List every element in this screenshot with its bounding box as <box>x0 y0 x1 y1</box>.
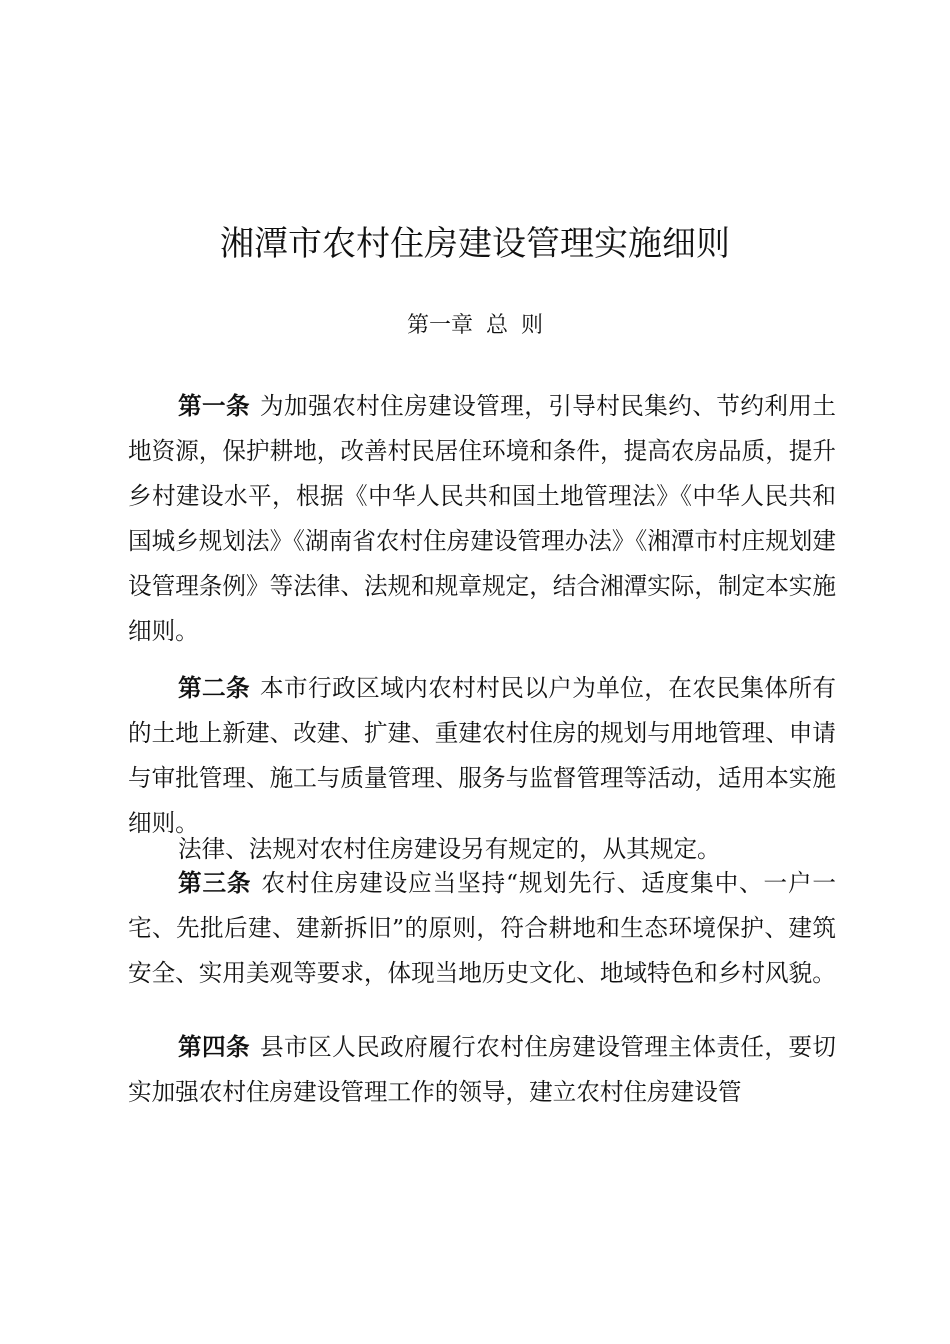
article-4-paragraph <box>128 1025 836 1115</box>
chapter-heading: 第一章 总 则 <box>407 313 543 338</box>
article-1 <box>128 384 836 654</box>
article-2 <box>128 666 836 846</box>
article-2-paragraph <box>128 666 836 846</box>
article-4 <box>128 1025 836 1115</box>
article-1-paragraph <box>128 384 836 654</box>
article-3-paragraph <box>128 861 836 996</box>
article-3-text: 农村住房建设应当坚持“规划先行、适度集中、一户一宅、先批后建、建新拆旧”的原则，符合耕地和生态环境保护、建筑安全、实用美观等要求，体现当地历史文化、地域特色和乡村风貌。 <box>128 869 837 987</box>
article-1-label: 第一条 <box>178 392 251 420</box>
document-title: 湘潭市农村住房建设管理实施细则 <box>220 224 730 264</box>
article-2-text: 本市行政区域内农村村民以户为单位，在农民集体所有的土地上新建、改建、扩建、重建农村住房的规划与用地管理、申请与审批管理、施工与质量管理、服务与监督管理等活动，适用本实施细则。 <box>128 674 836 837</box>
article-3 <box>128 861 836 996</box>
article-4-text: 县市区人民政府履行农村住房建设管理主体责任，要切实加强农村住房建设管理工作的领导，建立农村住房建设管 <box>128 1033 836 1106</box>
article-2-label: 第二条 <box>178 674 251 702</box>
article-2-note-paragraph: 法律、法规对农村住房建设另有规定的，从其规定。 <box>178 835 721 863</box>
article-4-label: 第四条 <box>178 1033 251 1061</box>
article-3-label: 第三条 <box>178 869 252 897</box>
article-1-text: 为加强农村住房建设管理，引导村民集约、节约利用土地资源，保护耕地，改善村民居住环境和条件，提高农房品质，提升乡村建设水平，根据《中华人民共和国土地管理法》《中华人民共和国城乡规划法》《湖南省农村住房建设管理办法》《湘潭市村庄规划建设管理条例》等法律、法规和规章规定，结合湘潭实际，制定本实施细则。 <box>128 392 836 645</box>
